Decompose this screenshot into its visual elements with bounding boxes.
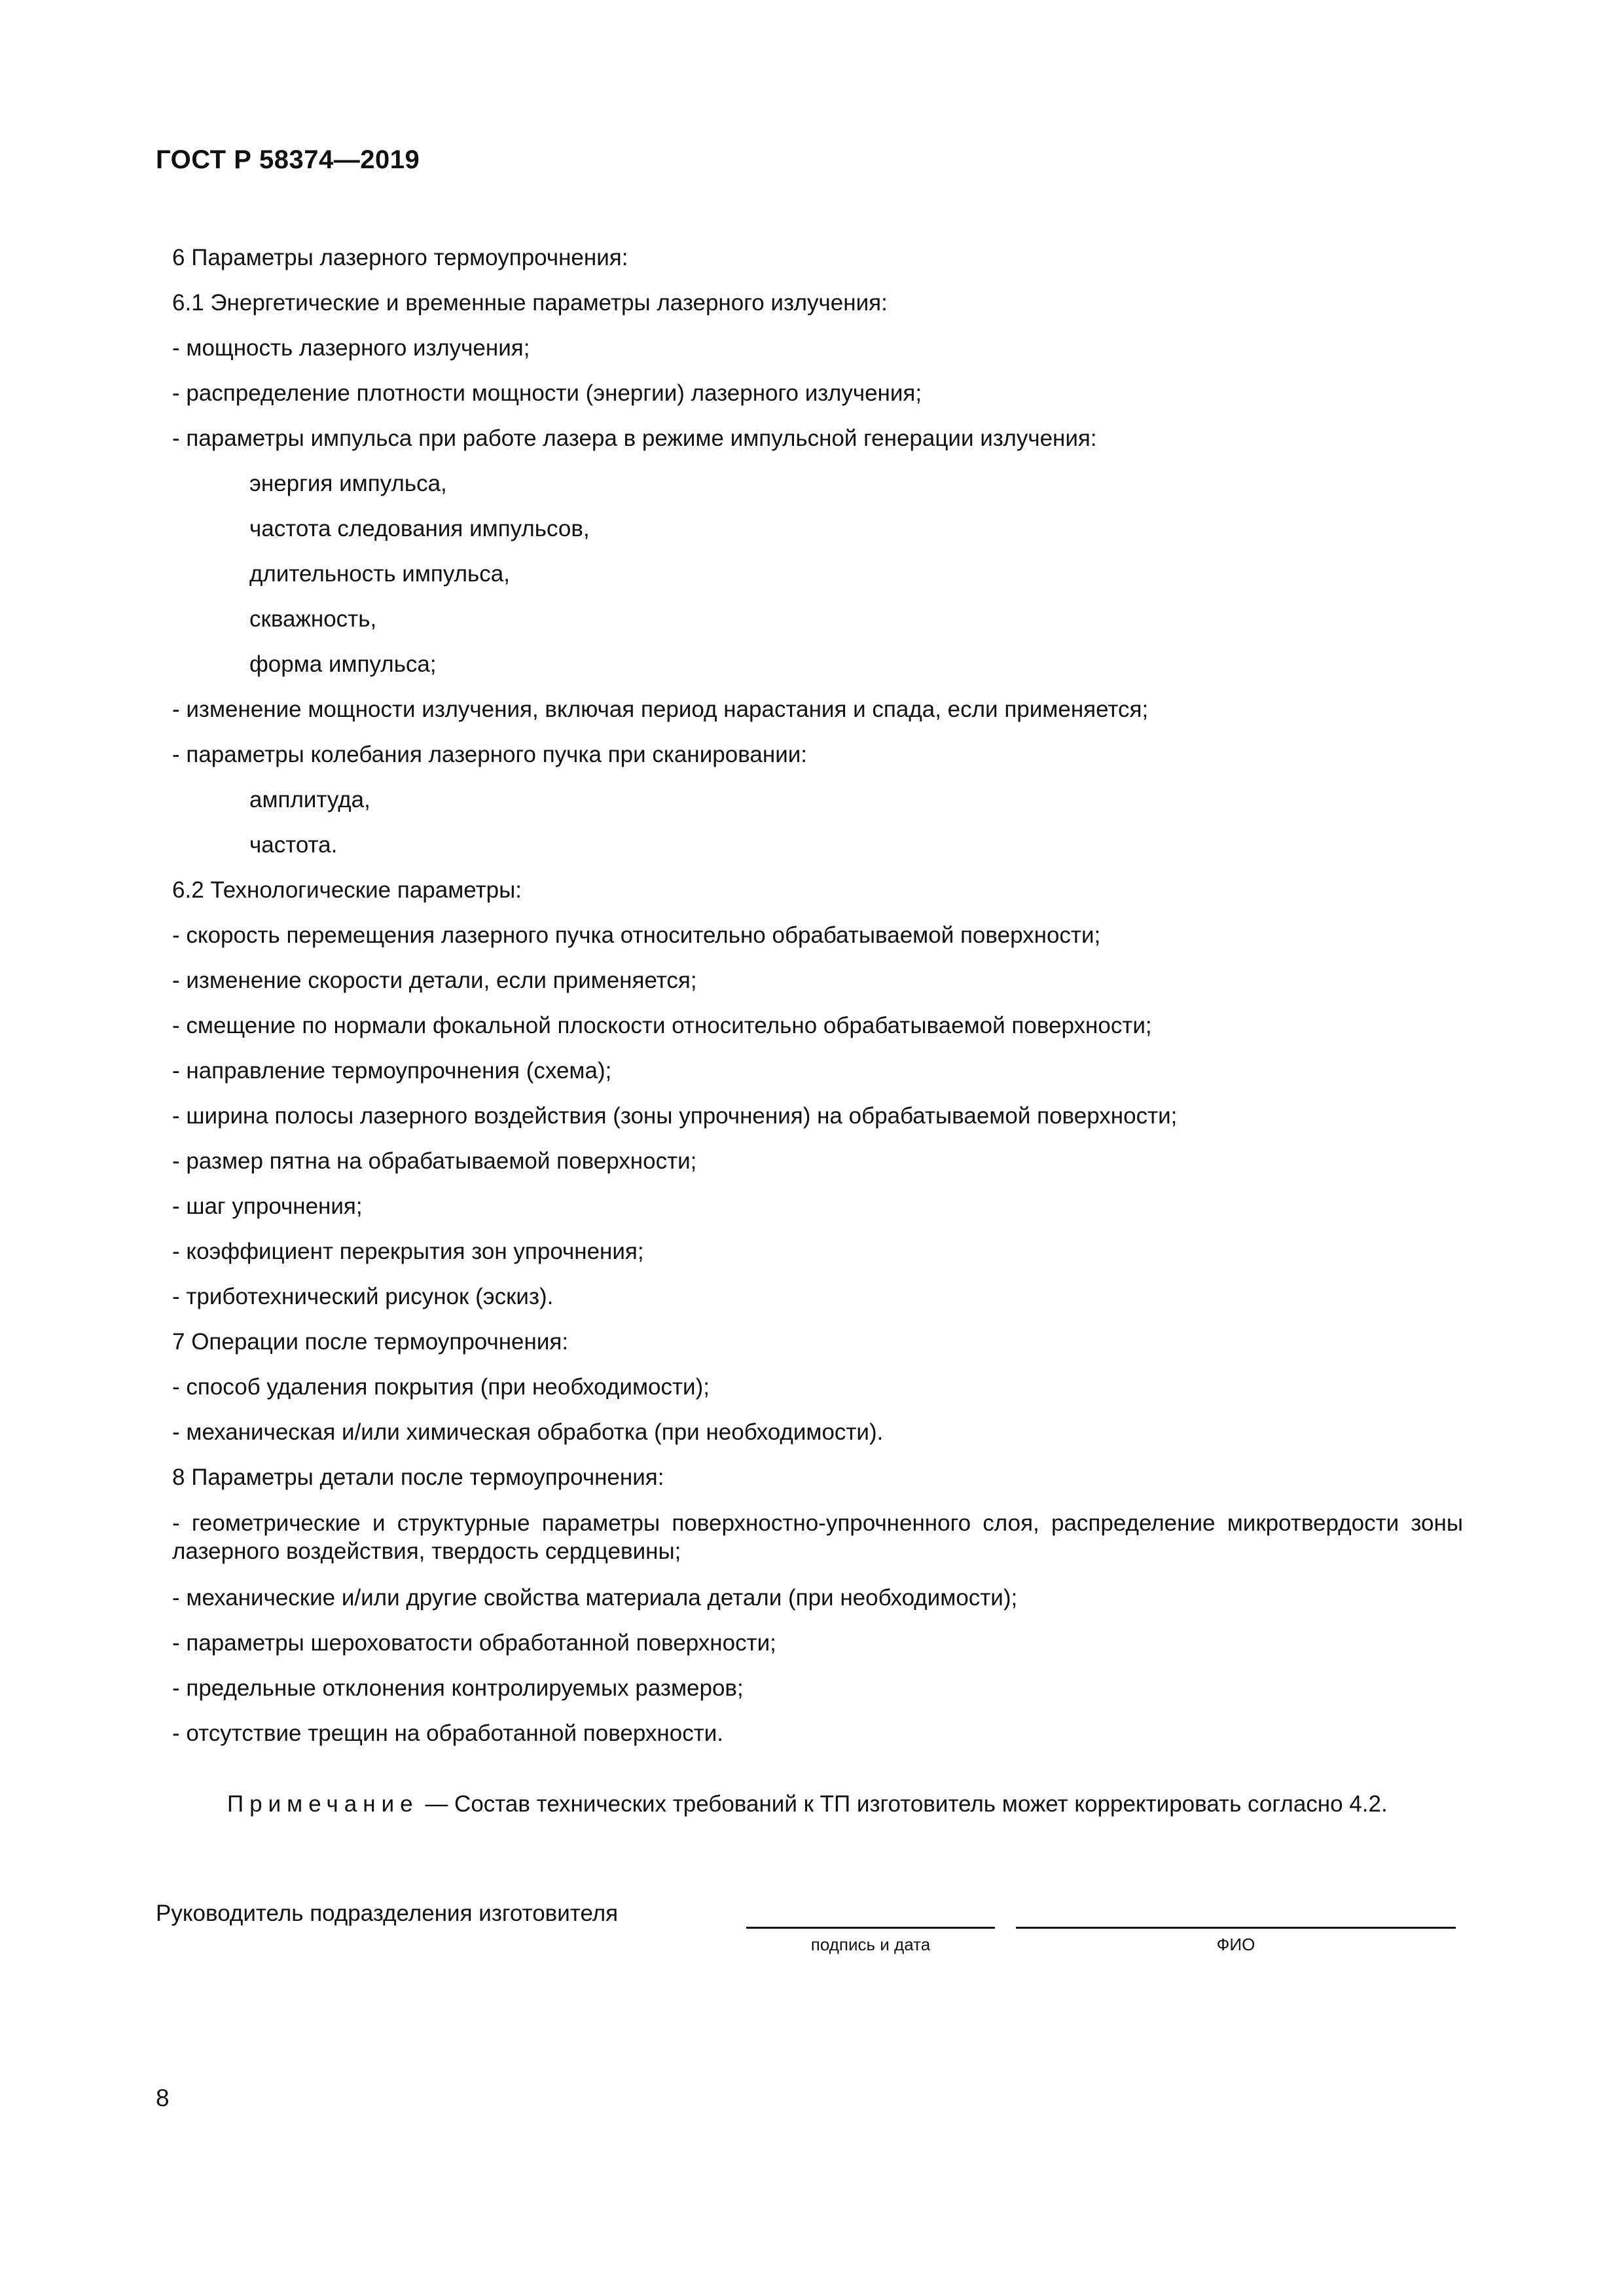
list-item: - смещение по нормали фокальной плоскости относительно обрабатываемой поверхности; [172,1013,1152,1038]
list-item: - коэффициент перекрытия зон упрочнения; [172,1239,644,1264]
list-item: - мощность лазерного излучения; [172,335,530,361]
list-item: - параметры шероховатости обработанной поверхности; [172,1630,776,1656]
sub-list-item: форма импульса; [249,651,437,677]
document-header: ГОСТ Р 58374—2019 [156,145,420,174]
list-item: - скорость перемещения лазерного пучка относительно обрабатываемой поверхности; [172,922,1101,948]
list-item: - триботехнический рисунок (эскиз). [172,1284,554,1309]
list-item: - способ удаления покрытия (при необходимости); [172,1374,710,1400]
page-number: 8 [156,2085,170,2111]
section-6-2-heading: 6.2 Технологические параметры: [172,877,522,903]
sub-list-item: амплитуда, [249,787,370,812]
note-label: Примечание [227,1791,419,1817]
list-item: - шаг упрочнения; [172,1194,363,1219]
list-item: - изменение мощности излучения, включая период нарастания и спада, если применяется; [172,697,1149,722]
list-item: - распределение плотности мощности (энергии) лазерного излучения; [172,380,922,406]
list-item: - параметры колебания лазерного пучка при сканировании: [172,742,808,767]
list-item: - размер пятна на обрабатываемой поверхности; [172,1148,697,1174]
signature-label: Руководитель подразделения изготовителя [156,1901,619,1926]
list-item-multiline: - геометрические и структурные параметры поверхностно-упрочненного слоя, распределение микротвердости зоны лазерного воздействия, твердость сердцевины; [172,1510,1463,1564]
sub-list-item: скважность, [249,606,377,632]
sub-list-item: энергия импульса, [249,471,447,496]
list-item: - предельные отклонения контролируемых размеров; [172,1675,744,1701]
list-item: - ширина полосы лазерного воздействия (зоны упрочнения) на обрабатываемой поверхности; [172,1103,1178,1129]
section-6-heading: 6 Параметры лазерного термоупрочнения: [172,245,628,270]
signature-caption: подпись и дата [810,1935,931,1954]
name-caption: ФИО [1216,1935,1255,1954]
list-item: - механическая и/или химическая обработка (при необходимости). [172,1419,884,1445]
list-item: - параметры импульса при работе лазера в режиме импульсной генерации излучения: [172,426,1097,451]
section-7-heading: 7 Операции после термоупрочнения: [172,1329,569,1355]
list-item: - направление термоупрочнения (схема); [172,1058,612,1084]
signature-line [746,1927,995,1929]
sub-list-item: длительность импульса, [249,561,510,587]
note [227,1791,1388,1818]
list-item: - механические и/или другие свойства материала детали (при необходимости); [172,1585,1018,1611]
list-item: - отсутствие трещин на обработанной поверхности. [172,1721,724,1746]
name-line [1016,1927,1456,1929]
sub-list-item: частота. [249,832,338,858]
section-6-1-heading: 6.1 Энергетические и временные параметры лазерного излучения: [172,290,888,316]
sub-list-item: частота следования импульсов, [249,516,590,541]
note-text: — Состав технических требований к ТП изготовитель может корректировать согласно 4.2. [418,1791,1388,1817]
section-8-heading: 8 Параметры детали после термоупрочнения: [172,1465,664,1490]
list-item: - изменение скорости детали, если применяется; [172,968,697,993]
